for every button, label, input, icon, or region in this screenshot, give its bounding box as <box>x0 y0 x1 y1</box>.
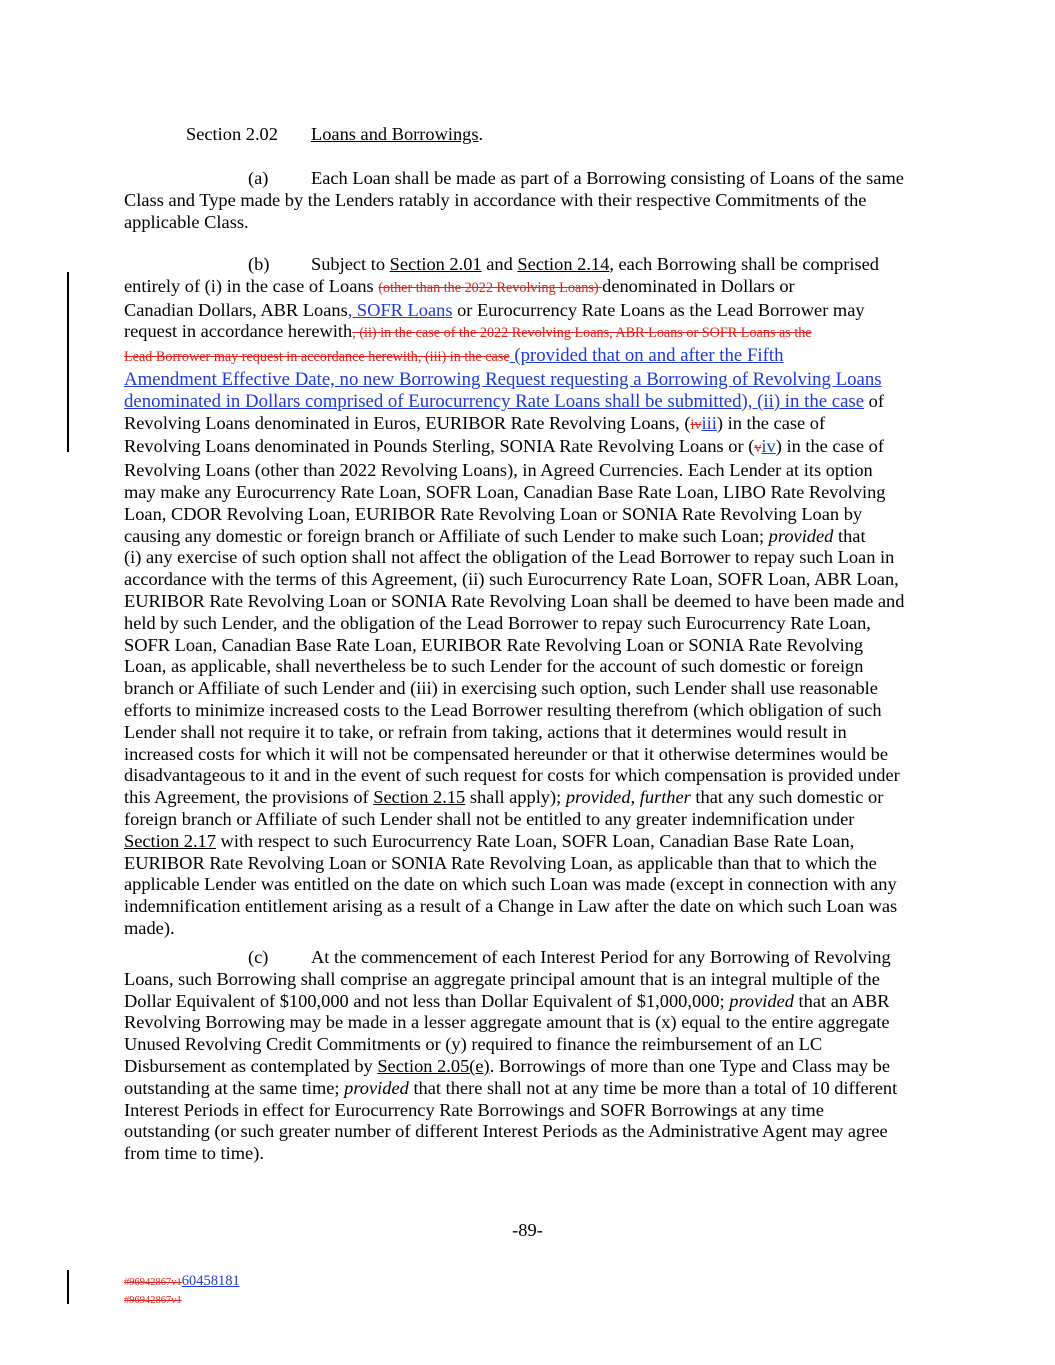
deleted-text: iv <box>690 416 702 433</box>
section-reference: Section 2.01 <box>389 254 482 274</box>
inserted-text: (provided that on and after the Fifth <box>509 345 784 367</box>
paragraph-label: (c) <box>248 947 269 967</box>
footer-doc-id <box>124 1272 240 1308</box>
deleted-doc-id: #96942867v1 <box>124 1295 182 1306</box>
footer-change-bar <box>67 1270 69 1304</box>
inserted-doc-id: 60458181 <box>181 1273 240 1289</box>
inserted-text: iii <box>701 412 717 433</box>
paragraph-label: (a) <box>248 168 269 188</box>
deleted-text: , (ii) in the case of the 2022 Revolving Loans, ABR Loans or SOFR Loans as the <box>352 325 812 342</box>
section-title: Loans and Borrowings <box>311 124 479 144</box>
paragraph-a: (a) Each Loan shall be made as part of a Borrowing consisting of Loans of the same Class and Type made by the Lenders ratably in accordance with their respective Commitments of the applicable Class. <box>124 168 904 232</box>
deleted-doc-id: #96942867v1 <box>124 1277 182 1288</box>
deleted-text: (other than the 2022 Revolving Loans) <box>378 279 603 296</box>
inserted-text: iv <box>761 436 776 457</box>
section-reference: Section 2.14 <box>517 254 610 274</box>
deleted-text: v <box>754 440 762 457</box>
section-reference: Section 2.17 <box>124 830 216 851</box>
page-number: -89- <box>512 1220 543 1240</box>
paragraph-label: (b) <box>248 254 270 274</box>
inserted-text: , SOFR Loans <box>347 299 453 320</box>
paragraph-c: (c) At the commencement of each Interest Period for any Borrowing of Revolving Loans, such Borrowing shall comprise an aggregate principal amount that is an integral multiple of the Dollar Equivalent of $100,000 and not less than Dollar Equivalent of $1,000,000; provided that an ABR Revolving Borrowing may be made in a lesser aggregate amount that is (x) equal to the entire aggregate Unused Revolving Credit Commitments or (y) required to finance the reimbursement of an LC Disbursement as contemplated by Section 2.05(e). Borrowings of more than one Type and Class may be outstanding at the same time; provided that there shall not at any time be more than a total of 10 different Interest Periods in effect for Eurocurrency Rate Borrowings and SOFR Borrowings at any time outstanding (or such greater number of different Interest Periods as the Administrative Agent may agree from time to time). <box>124 947 898 1164</box>
section-heading: Section 2.02 Loans and Borrowings. <box>186 124 484 144</box>
paragraph-b: (b) Subject to Section 2.01 and Section 2.14, each Borrowing shall be comprised entirely of (i) in the case of Loans (other than the 2022 Revolving Loans) denominated in Dollars or Canadian Dollars, ABR Loans, SOFR Loans or Eurocurrency Rate Loans as the Lead Borrower may request in accordance herewith, (ii) in the case of the 2022 Revolving Loans, ABR Loans or SOFR Loans as the Lead Borrower may request in accordance herewith, (iii) in the case (provided that on and after the Fifth Amendment Effective Date, no new Borrowing Request requesting a Borrowing of Revolving Loans denominated in Dollars comprised of Eurocurrency Rate Loans shall be submitted), (ii) in the case of Revolving Loans denominated in Euros, EURIBOR Rate Revolving Loans, (iviii) in the case of Revolving Loans denominated in Pounds Sterling, SONIA Rate Revolving Loans or (viv) in the case of Revolving Loans (other than 2022 Revolving Loans), in Agreed Currencies. Each Lender at its option may make any Eurocurrency Rate Loan, SOFR Loan, Canadian Base Rate Loan, LIBO Rate Revolving Loan, CDOR Revolving Loan, EURIBOR Rate Revolving Loan or SONIA Rate Revolving Loan by causing any domestic or foreign branch or Affiliate of such Lender to make such Loan; provided that (i) any exercise of such option shall not affect the obligation of the Lead Borrower to repay such Loan in accordance with the terms of this Agreement, (ii) such Eurocurrency Rate Loan, SOFR Loan, ABR Loan, EURIBOR Rate Revolving Loan or SONIA Rate Revolving Loan shall be deemed to have been made and held by such Lender, and the obligation of the Lead Borrower to repay such Eurocurrency Rate Loan, SOFR Loan, Canadian Base Rate Loan, EURIBOR Rate Revolving Loan or SONIA Rate Revolving Loan, as applicable, shall nevertheless be to such Lender for the account of such domestic or foreign branch or Affiliate of such Lender and (iii) in exercising such option, such Lender shall use reasonable efforts to minimize increased costs to the Lead Borrower resulting therefrom (which obligation of such Lender shall not require it to take, or refrain from taking, actions that it determines would result in increased costs for which it will not be compensated hereunder or that it otherwise determines would be disadvantageous to it and in the event of such request for costs for which compensation is provided under this Agreement, the provisions of Section 2.15 shall apply); provided, further that any such domestic or foreign branch or Affiliate of such Lender shall not be entitled to any greater indemnification under Section 2.17 with respect to such Eurocurrency Rate Loan, SOFR Loan, Canadian Base Rate Loan, EURIBOR Rate Revolving Loan or SONIA Rate Revolving Loan, as applicable than that to which the applicable Lender was entitled on the date on which such Loan was made (except in connection with any indemnification entitlement arising as a result of a Change in Law after the date on which such Loan was made). <box>124 254 905 938</box>
inserted-text: Amendment Effective Date, no new Borrowing Request requesting a Borrowing of Revolving Loans <box>124 368 882 390</box>
deleted-text: Lead Borrower may request in accordance herewith, (iii) in the case <box>124 349 510 366</box>
section-reference: Section 2.05(e) <box>377 1055 490 1076</box>
section-number: Section 2.02 <box>186 124 278 144</box>
section-reference: Section 2.15 <box>373 787 466 808</box>
inserted-text: denominated in Dollars comprised of Eurocurrency Rate Loans shall be submitted), (ii) in the case <box>124 390 865 412</box>
change-bar <box>67 272 69 452</box>
